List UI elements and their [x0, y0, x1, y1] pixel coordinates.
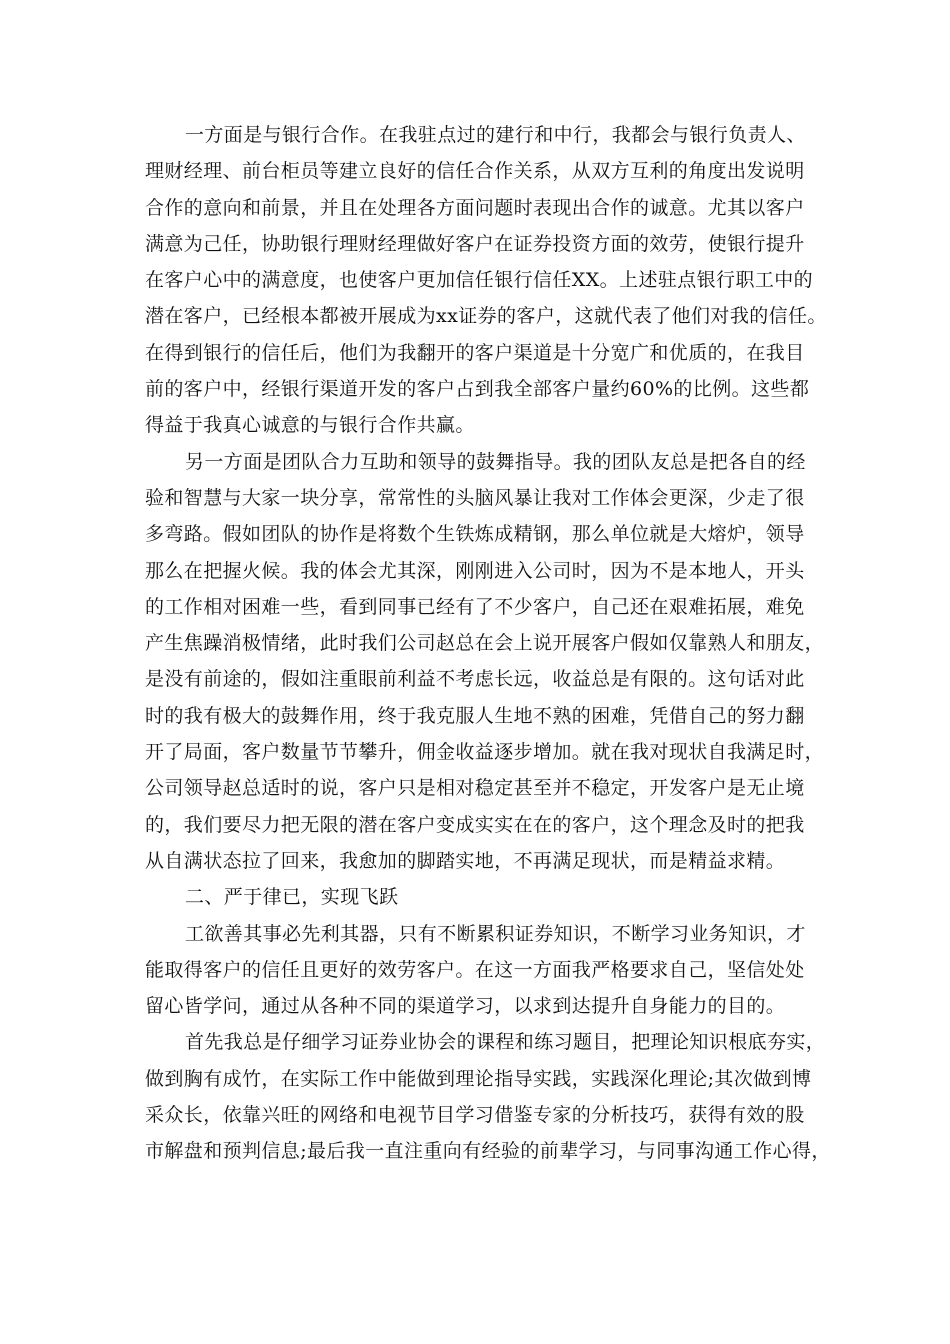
text-line: 在得到银行的信任后，他们为我翻开的客户渠道是十分宽广和优质的，在我目 [145, 341, 805, 364]
text-line: 采众长，依靠兴旺的网络和电视节目学习借鉴专家的分析技巧，获得有效的股 [145, 1104, 805, 1127]
text-line: 一方面是与银行合作。在我驻点过的建行和中行，我都会与银行负责人、 [185, 124, 806, 146]
document-body [145, 117, 831, 1170]
text-line: 另一方面是团队合力互助和领导的鼓舞指导。我的团队友总是把各自的经 [185, 450, 806, 473]
text-line: 从自满状态拉了回来，我愈加的脚踏实地，不再满足现状，而是精益求精。 [145, 849, 786, 872]
text-line: 公司领导赵总适时的说，客户只是相对稳定甚至并不稳定，开发客户是无止境 [145, 777, 805, 800]
text-line: 时的我有极大的鼓舞作用，终于我克服人生地不熟的困难，凭借自己的努力翻 [145, 704, 805, 727]
text-line: 满意为己任，协助银行理财经理做好客户在证券投资方面的效劳，使银行提升 [145, 232, 805, 255]
text-line: 留心皆学问，通过从各种不同的渠道学习，以求到达提升自身能力的目的。 [145, 995, 786, 1018]
text-line: 首先我总是仔细学习证券业协会的课程和练习题目，把理论知识根底夯实， [185, 1031, 826, 1054]
text-line: 在客户心中的满意度，也使客户更加信任银行信任XX。上述驻点银行职工中的 [145, 269, 814, 292]
text-line: 理财经理、前台柜员等建立良好的信任合作关系，从双方互利的角度出发说明 [145, 160, 805, 183]
text-line: 多弯路。假如团队的协作是将数个生铁炼成精钢，那么单位就是大熔炉，领导 [145, 523, 805, 546]
text-line: 得益于我真心诚意的与银行合作共赢。 [145, 414, 475, 437]
text-line: 能取得客户的信任且更好的效劳客户。在这一方面我严格要求自己，坚信处处 [145, 958, 805, 981]
text-line: 产生焦躁消极情绪，此时我们公司赵总在会上说开展客户假如仅靠熟人和朋友， [145, 632, 825, 655]
text-line: 做到胸有成竹，在实际工作中能做到理论指导实践，实践深化理论;其次做到博 [145, 1067, 812, 1090]
text-line: 工欲善其事必先利其器，只有不断累积证券知识，不断学习业务知识，才 [185, 922, 806, 945]
text-line: 验和智慧与大家一块分享，常常性的头脑风暴让我对工作体会更深，少走了很 [145, 486, 805, 509]
text-line: 市解盘和预判信息;最后我一直注重向有经验的前辈学习，与同事沟通工作心得， [145, 1140, 831, 1163]
text-line: 的，我们要尽力把无限的潜在客户变成实实在在的客户，这个理念及时的把我 [145, 813, 805, 836]
text-line: 前的客户中，经银行渠道开发的客户占到我全部客户量约60%的比例。这些都 [145, 378, 810, 401]
text-line: 的工作相对困难一些，看到同事已经有了不少客户，自己还在艰难拓展，难免 [145, 595, 805, 618]
text-line: 合作的意向和前景，并且在处理各方面问题时表现出合作的诚意。尤其以客户 [145, 196, 805, 219]
section-heading: 二、严于律已，实现飞跃 [185, 886, 399, 909]
text-line: 是没有前途的，假如注重眼前利益不考虑长远，收益总是有限的。这句话对此 [145, 668, 805, 691]
text-line: 潜在客户，已经根本都被开展成为xx证券的客户，这就代表了他们对我的信任。 [145, 305, 827, 328]
text-line: 开了局面，客户数量节节攀升，佣金收益逐步增加。就在我对现状自我满足时， [145, 741, 825, 764]
text-line: 那么在把握火候。我的体会尤其深，刚刚进入公司时，因为不是本地人，开头 [145, 559, 805, 582]
